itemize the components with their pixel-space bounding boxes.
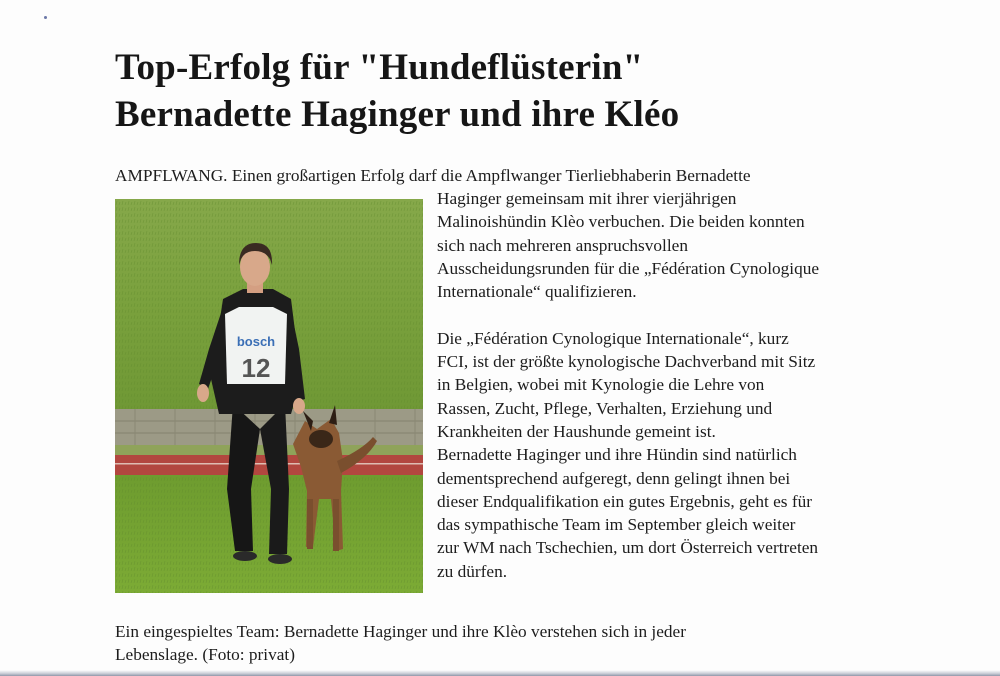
lead-line: AMPFLWANG. Einen großartigen Erfolg darf die Ampflwanger Tierliebhaberin Bernadette bbox=[115, 166, 751, 185]
headline-line-1: Top-Erfolg für "Hundeflüsterin" bbox=[115, 47, 644, 88]
article-headline bbox=[115, 44, 679, 138]
bib-number: 12 bbox=[241, 353, 271, 383]
body-line: FCI, ist der größte kynologische Dachverband mit Sitz bbox=[437, 352, 816, 372]
body-line: Krankheiten der Haushunde gemeint ist. bbox=[437, 421, 716, 441]
body-line: Bernadette Haginger und ihre Hündin sind natürlich bbox=[437, 445, 797, 465]
body-line: dementsprechend aufgeregt, denn gelingt ihnen bei bbox=[437, 468, 791, 488]
body-line: zur WM nach Tschechien, um dort Österreich vertreten bbox=[437, 538, 819, 558]
caption-line: Lebenslage. (Foto: privat) bbox=[115, 645, 295, 665]
body-line: Rassen, Zucht, Pflege, Verhalten, Erziehung und bbox=[437, 398, 773, 418]
body-line: Die „Fédération Cynologique Internationale“, kurz bbox=[437, 328, 789, 348]
body-line: dieser Endqualifikation ein gutes Ergebnis, geht es für bbox=[437, 491, 812, 511]
body-line: Malinoishündin Klèo verbuchen. Die beiden konnten bbox=[437, 212, 805, 232]
photo-caption bbox=[115, 620, 686, 667]
article-photo bbox=[115, 199, 423, 593]
body-line: sich nach mehreren anspruchsvollen bbox=[437, 235, 688, 255]
body-line: zu dürfen. bbox=[437, 561, 508, 581]
bib-brand: bosch bbox=[236, 334, 276, 349]
body-line: Ausscheidungsrunden für die „Fédération Cynologique bbox=[437, 258, 820, 278]
scan-bottom-edge bbox=[0, 670, 1000, 676]
scan-speck bbox=[44, 16, 47, 19]
body-line: Haginger gemeinsam mit ihrer vierjährigen bbox=[437, 189, 737, 208]
body-line: in Belgien, wobei mit Kynologie die Lehre von bbox=[437, 375, 765, 395]
paragraph-gap bbox=[437, 303, 912, 326]
body-line: das sympathische Team im September gleich weiter bbox=[437, 515, 796, 535]
headline-line-2: Bernadette Haginger und ihre Kléo bbox=[115, 94, 680, 135]
body-line: Internationale“ qualifizieren. bbox=[437, 282, 637, 302]
photo-dog-handler-image bbox=[115, 199, 423, 593]
caption-line: Ein eingespieltes Team: Bernadette Haginger und ihre Klèo verstehen sich in jeder bbox=[115, 622, 686, 641]
article-body-column bbox=[437, 187, 912, 583]
